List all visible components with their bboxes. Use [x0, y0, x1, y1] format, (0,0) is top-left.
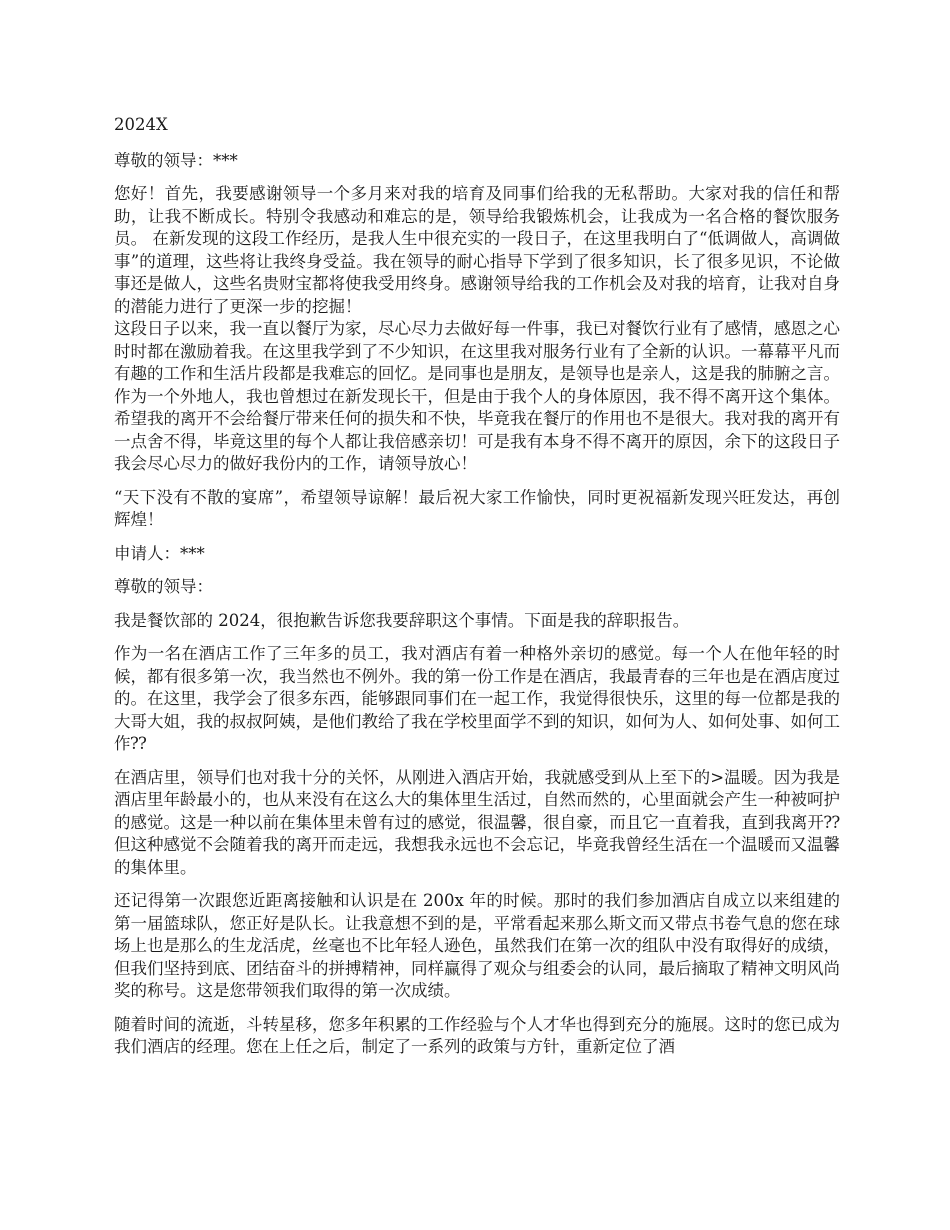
signature-line: 申请人：*** — [114, 543, 205, 563]
body-paragraph-4: 我是餐饮部的 2024，很抱歉告诉您我要辞职这个事情。下面是我的辞职报告。 — [114, 610, 690, 630]
document-page — [114, 106, 840, 1070]
body-paragraph-7: 还记得第一次跟您近距离接触和认识是在 200x 年的时候。那时的我们参加酒店自成立以来组建的第一届篮球队，您正好是队长。让我意想不到的是，平常看起来那么斯文而又带点书卷气息的您在球场上也是那么的生龙活虎，丝毫也不比年轻人逊色，虽然我们在第一次的组队中没有取得好的成绩，但我们坚持到底、团结奋斗的拼搏精神，同样赢得了观众与组委会的认同，最后摘取了精神文明风尚奖的称号。这是您带领我们取得的第一次成绩。 — [114, 891, 840, 1000]
salutation: 尊敬的领导：*** — [114, 150, 238, 170]
body-paragraph-6: 在酒店里，领导们也对我十分的关怀，从刚进入酒店开始，我就感受到从上至下的>温暖。因为我是酒店里年龄最小的，也从来没有在这么大的集体里生活过，自然而然的，心里面就会产生一种被呵护的感觉。这是一种以前在集体里未曾有过的感觉，很温馨，很自豪，而且它一直着我，直到我离开⁇但这种感觉不会随着我的离开而走远，我想我永远也不会忘记，毕竟我曾经生活在一个温暖而又温馨的集体里。 — [114, 767, 840, 877]
second-salutation: 尊敬的领导： — [114, 577, 213, 596]
body-paragraph-8: 随着时间的流逝，斗转星移，您多年积累的工作经验与个人才华也得到充分的施展。这时的您已成为我们酒店的经理。您在上任之后，制定了一系列的政策与方针，重新定位了酒 — [114, 1014, 840, 1056]
body-paragraph-1: 您好！首先，我要感谢领导一个多月来对我的培育及同事们给我的无私帮助。大家对我的信任和帮助，让我不断成长。特别令我感动和难忘的是，领导给我锻炼机会，让我成为一名合格的餐饮服务员。 在新发现的这段工作经历，是我人生中很充实的一段日子，在这里我明白了“低调做人，高调做事”的道理，这些将让我终身受益。我在领导的耐心指导下学到了很多知识，长了很多见识，不论做事还是做人，这些名贵财宝都将使我受用终身。感谢领导给我的工作机会及对我的培育，让我对自身的潜能力进行了更深一步的挖掘！ — [114, 184, 840, 316]
body-paragraph-5: 作为一名在酒店工作了三年多的员工，我对酒店有着一种格外亲切的感觉。每一个人在他年轻的时候，都有很多第一次，我当然也不例外。我的第一份工作是在酒店，我最青春的三年也是在酒店度过的。在这里，我学会了很多东西，能够跟同事们在一起工作，我觉得很快乐，这里的每一位都是我的大哥大姐，我的叔叔阿姨，是他们教给了我在学校里面学不到的知识，如何为人、如何处事、如何工作⁇ — [114, 644, 840, 753]
body-paragraph-3: “天下没有不散的宴席”，希望领导谅解！最后祝大家工作愉快，同时更祝福新发现兴旺发达，再创辉煌！ — [114, 487, 840, 529]
body-paragraph-2: 这段日子以来，我一直以餐厅为家，尽心尽力去做好每一件事，我已对餐饮行业有了感情，感恩之心时时都在激励着我。在这里我学到了不少知识，在这里我对服务行业有了全新的认识。一幕幕平凡而有趣的工作和生活片段都是我难忘的回忆。是同事也是朋友，是领导也是亲人，这是我的肺腑之言。作为一个外地人，我也曾想过在新发现长干，但是由于我个人的身体原因，我不得不离开这个集体。 希望我的离开不会给餐厅带来任何的损失和不快，毕竟我在餐厅的作用也不是很大。我对我的离开有一点舍不得，毕竟这里的每个人都让我倍感亲切！可是我有本身不得不离开的原因，余下的这段日子我会尽心尽力的做好我份内的工作，请领导放心！ — [114, 319, 840, 473]
document-heading: 2024X — [114, 115, 168, 134]
